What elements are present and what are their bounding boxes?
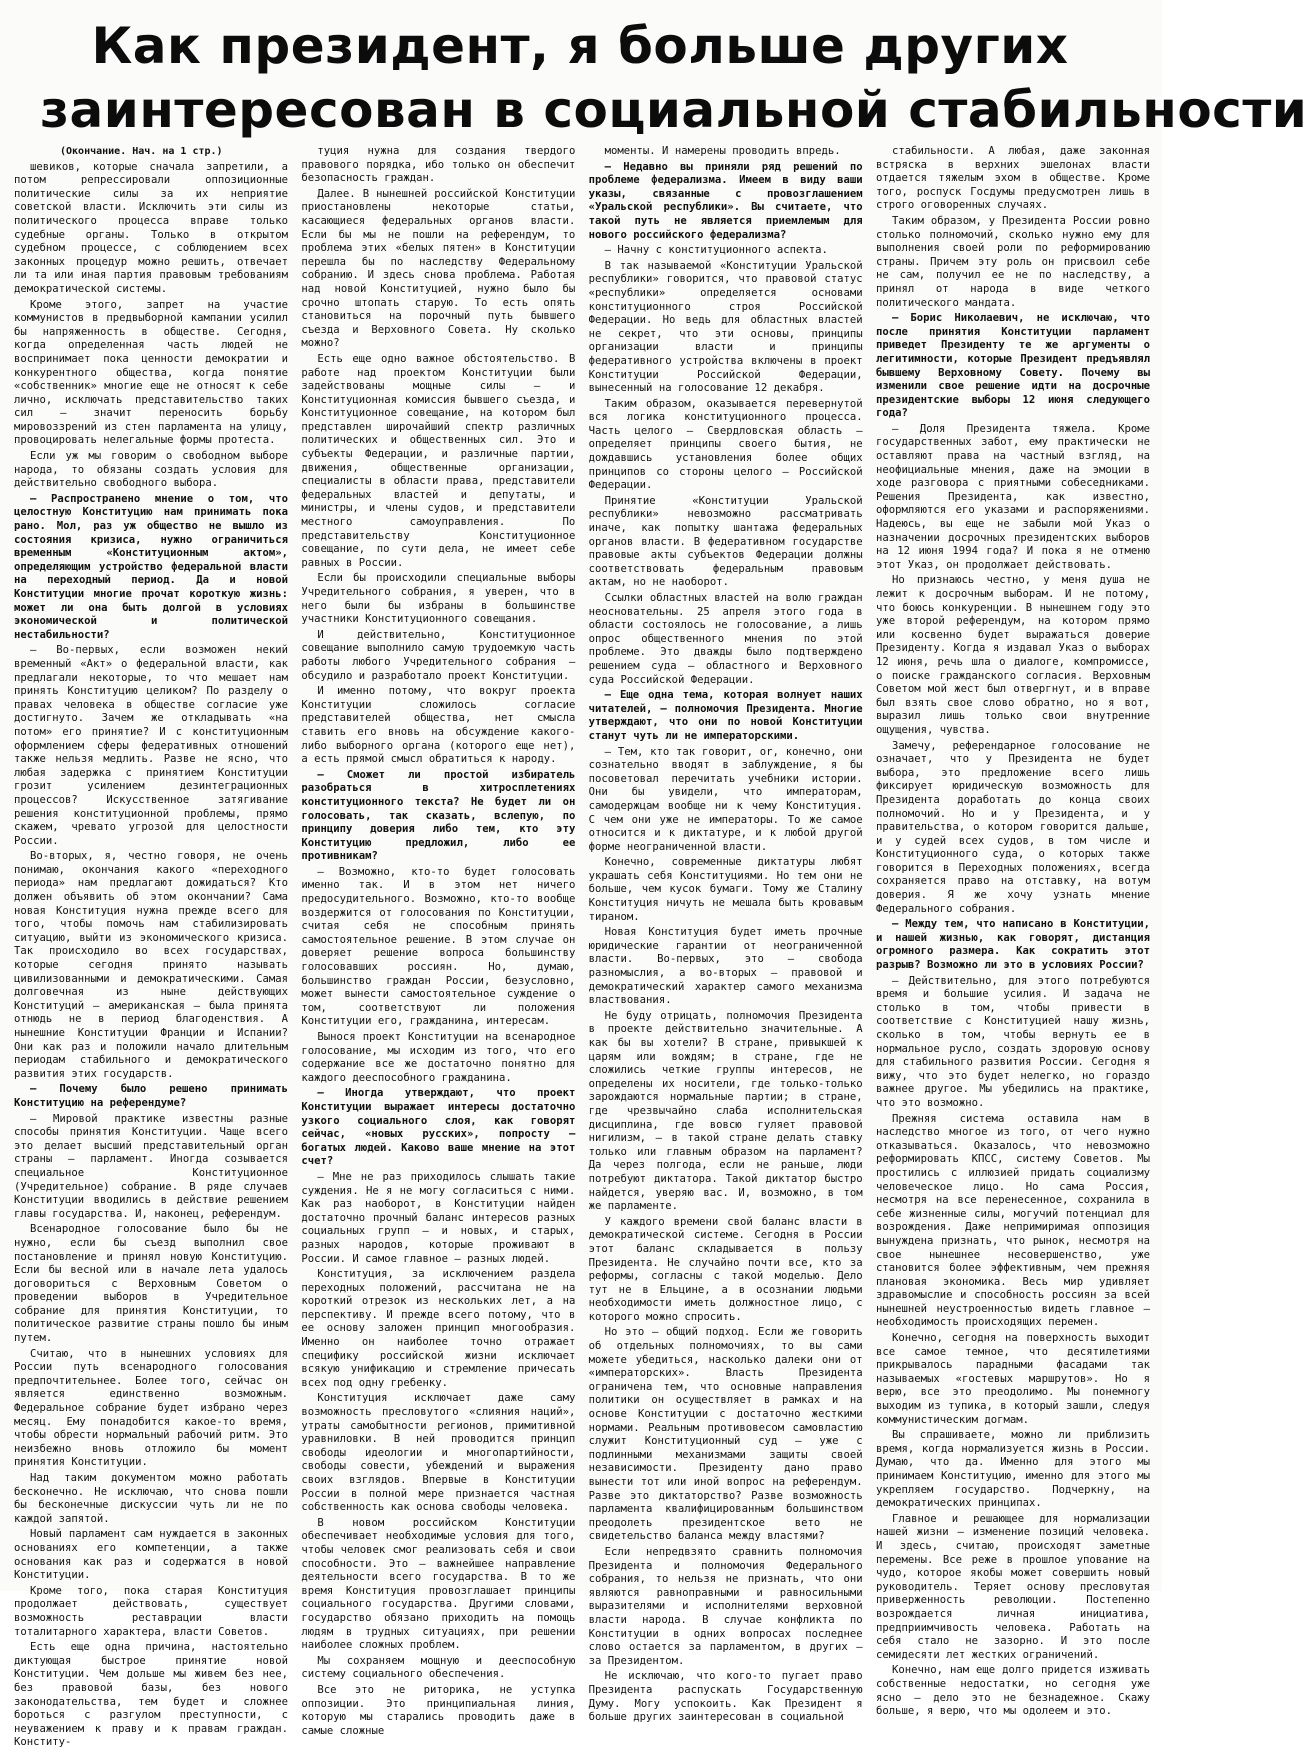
article-paragraph: Есть еще одна причина, настоятельно диктующая быстрое принятие новой Конституции. Чем дольше мы живем без нее, без правовой базы, без нового законодательства, тем будет и сложнее бороться с разгулом преступности, с неуважением к праву и к правам граждан. Конститу- [14, 1641, 288, 1749]
article-paragraph: И действительно, Конституционное совещание выполнило самую трудоемкую часть работы любого Учредительного собрания — обсудило и разработало проект Конституции. [301, 628, 576, 682]
article-paragraph: Над таким документом можно работать бесконечно. Не исключаю, что снова пошли бы бесконечные дискуссии чуть ли не по каждой запятой. [14, 1472, 288, 1525]
article-paragraph: Конечно, современные диктатуры любят украшать себя Конституциями. Но тем они не больше, чем кусок бумаги. Тому же Сталину Конституция ничуть не мешала быть кровавым тираном. [588, 856, 863, 923]
article-paragraph: — Возможно, кто-то будет голосовать именно так. И в этом нет ничего предосудительного. Возможно, кто-то вообще воздержится от голосования по Конституции, считая себя не способным принять самостоятельное решение. В этом случае он доверяет решение вопроса большинству голосовавших россиян. Но, думаю, большинство граждан России, безусловно, может вынести самостоятельное суждение о том, соответствуют ли положения Конституции его, гражданина, интересам. [301, 865, 576, 1028]
article-paragraph: Главное и решающее для нормализации нашей жизни — изменение позиций человека. И здесь, считаю, происходят заметные перемены. Все реже в прошлое упование на чудо, которое якобы может совершить новый руководитель. Теряет основу пресловутая приверженность революции. Постепенно возрождается личная инициатива, предприимчивость человека. Работать на себя стало не зазорно. И это после семидесяти лет жестких ограничений. [875, 1512, 1150, 1661]
interview-question: — Еще одна тема, которая волнует наших читателей, — полномочия Президента. Многие утверждают, что они по новой Конституции станут чуть ли не императорскими. [588, 689, 863, 742]
article-paragraph: Конституция исключает даже саму возможность пресловутого «слияния наций», утраты самобытности регионов, примитивной уравниловки. В ней проводится принцип свободы идеологии и многопартийности, свободы совести, убеждений и выражения своих взглядов. Впервые в Конституции России в полной мере признается частная собственность как основа свободы человека. [301, 1392, 576, 1514]
article-paragraph: Всенародное голосование было бы не нужно, если бы съезд выполнил свое постановление и принял новую Конституцию. Если бы весной или в начале лета удалось договориться с Верховным Советом о проведении выборов в Учредительное собрание для принятия Конституции, то политическое развитие страны пошло бы иным путем. [14, 1223, 288, 1345]
article-paragraph: В новом российском Конституции обеспечивает необходимые условия для того, чтобы человек смог реализовать себя и свои способности. Это — важнейшее направление деятельности всего государства. В то же время Конституция провозглашает принципы социального государства. Другими словами, государство обязано приходить на помощь людям в трудных ситуациях, при решении наиболее сложных проблем. [301, 1516, 576, 1652]
article-paragraph: Новый парламент сам нуждается в законных основаниях его компетенции, а также основания как раз и содержатся в новой Конституции. [14, 1528, 288, 1582]
article-paragraph: Новая Конституция будет иметь прочные юридические гарантии от неограниченной власти. Во-первых, это — свобода разномыслия, а во-вторых — правовой и демократический характер самого механизма властвования. [588, 926, 863, 1007]
interview-question: — Распространено мнение о том, что целостную Конституцию нам принимать пока рано. Мол, раз уж общество не вышло из состояния кризиса, нужно ограничиться временным «Конституционным актом», определяющим устройство федеральной власти на переходный период. Да и новой Конституции многие прочат короткую жизнь: может ли она быть долгой в условиях экономической и политической нестабильности? [14, 492, 288, 641]
article-headline [40, 14, 1307, 142]
article-paragraph: Вынося проект Конституции на всенародное голосование, мы исходим из того, что его содержание все же достаточно понятно для каждого дееспособного гражданина. [301, 1031, 576, 1084]
article-columns [14, 145, 1150, 1749]
text-column-1 [14, 145, 288, 1749]
article-paragraph: — Во-первых, если возможен некий временный «Акт» о федеральной власти, как предлагали некоторые, то что мешает нам принять Конституцию целиком? По разделу о правах человека в обществе согласие уже достигнуто. Зачем же откладывать «на потом» его принятие? И с конституционным оформлением сферы федеративных отношений также нельзя медлить. Разве не ясно, что любая задержка с принятием Конституции грозит усилением дезинтеграционных процессов? Искусственное затягивание решения конституционной проблемы, прямо скажем, чревато угрозой для целостности России. [14, 644, 288, 847]
article-paragraph: Если уж мы говорим о свободном выборе народа, то обязаны создать условия для действительно свободного выбора. [14, 450, 288, 490]
article-paragraph: У каждого времени свой баланс власти в демократической системе. Сегодня в России этот баланс складывается в пользу Президента. Не случайно почти все, кто за реформы, согласны с такой моделью. Дело тут не в Ельцине, а в осознании людьми необходимости иметь должностное лицо, с которого можно спросить. [588, 1215, 863, 1323]
article-paragraph: Замечу, референдарное голосование не означает, что у Президента не будет выбора, это предложение всего лишь фиксирует юридическую возможность для Президента доработать до конца своих полномочий. Но и у Президента, и у правительства, о котором говорится дальше, и у судей всех судов, в том числе и Конституционного суда, о которых также говорится в Переходных положениях, всегда сохраняется право на отставку, на вотум доверия. Я же хочу узнать мнение Федерального собрания. [875, 739, 1150, 915]
article-paragraph: — Мировой практике известны разные способы принятия Конституции. Чаще всего это делает высший представительный орган страны — парламент. Иногда созывается специальное Конституционное (Учредительное) собрание. В ряде случаев Конституции вводились в действие решением главы государства. И, наконец, референдум. [14, 1112, 288, 1220]
interview-question: — Недавно вы приняли ряд решений по проблеме федерализма. Имеем в виду ваши указы, связанные с провозглашением «Уральской республики». Вы считаете, что такой путь не является приемлемым для нового российского федерализма? [588, 160, 863, 241]
article-paragraph: Если бы происходили специальные выборы Учредительного собрания, я уверен, что в него были бы избраны в большинстве участники Конституционного совещания. [301, 572, 576, 626]
interview-question: — Почему было решено принимать Конституцию на референдуме? [14, 1083, 288, 1109]
article-paragraph: Но признаюсь честно, у меня душа не лежит к досрочным выборам. И не потому, что боюсь конкуренции. В нынешнем году это уже второй референдум, на котором прямо или косвенно будет выражаться доверие Президенту. Когда я издавал Указ о выборах 12 июня, речь шла о диалоге, компромиссе, о поиске гражданского согласия. Верховным Советом мой жест был отвергнут, и в вправе был взять свое слово обратно, но я вот, выразил лишь только свои внутренние ощущения, чувства. [875, 574, 1150, 736]
article-paragraph: Конституция, за исключением раздела переходных положений, рассчитана не на короткий отрезок из нескольких лет, а на перспективу. И прежде всего потому, что в ее основу заложен принцип многообразия. Именно он наиболее точно отражает специфику российской жизни исключает всякую унификацию и стремление причесать всех под одну гребенку. [301, 1268, 576, 1389]
article-paragraph: Кроме того, пока старая Конституция продолжает действовать, существует возможность реставрации власти тоталитарного характера, власти Советов. [14, 1584, 288, 1638]
article-paragraph: Но это — общий подход. Если же говорить об отдельных полномочиях, то вы сами можете убедиться, насколько далеки они от «императорских». Власть Президента ограничена тем, что основные направления политики он осуществляет в рамках и на основе Конституции с достаточно жесткими нормами. Реальным противовесом самовластию служит Конституционный суд — уже с подлинными механизмами защиты своей независимости. Президенту дано право вынести тот или иной вопрос на референдум. Разве это диктаторство? Разве возможность парламента квалифицированным большинством преодолеть президентское вето не свидетельство баланса между властями? [588, 1326, 863, 1543]
article-paragraph: Прежняя система оставила нам в наследство многое из того, от чего нужно отказываться. Оказалось, что невозможно реформировать КПСС, систему Советов. Мы простились с иллюзией придать социализму человеческое лицо. Но сама Россия, несмотря на все перенесенное, сохранила в себе жизненные силы, могучий потенциал для возрождения. Даже непримиримая оппозиция вынуждена признать, что рынок, несмотря на свое нынешнее несовершенство, уже становится более эффективным, чем прежняя плановая экономика. Весь мир удивляет здравомыслие и способность россиян за всей нынешней неустроенностью видеть главное — необходимость происходящих перемен. [875, 1112, 1150, 1329]
article-paragraph: Далее. В нынешней российской Конституции приостановлены некоторые статьи, касающиеся федеральных органов власти. Если бы мы не пошли на референдум, то проблема этих «белых пятен» в Конституции перешла бы по наследству Федеральному собранию. И здесь снова проблема. Работая над новой Конституцией, нужно было бы срочно штопать старую. То есть опять становиться на порочный путь бывшего съезда и Верховного Совета. Ну сколько можно? [301, 187, 576, 350]
interview-question: — Иногда утверждают, что проект Конституции выражает интересы достаточно узкого социального слоя, как говорят сейчас, «новых русских», попросту — богатых людей. Каково ваше мнение на этот счет? [301, 1087, 576, 1168]
article-paragraph: Если непредвзято сравнить полномочия Президента и полномочия Федерального собрания, то нельзя не признать, что они являются равноправными и равносильными выразителями и исполнителями верховной власти народа. В случае конфликта по Конституции в одних вопросах последнее слово остается за парламентом, в других — за Президентом. [588, 1545, 863, 1667]
article-paragraph: Мы сохраняем мощную и дееспособную систему социального обеспечения. [301, 1654, 576, 1681]
article-paragraph: — Тем, кто так говорит, or, конечно, они сознательно вводят в заблуждение, я бы посоветовал перечитать учебники истории. Они бы увидели, что императорам, самодержцам вообще ни к чему Конституция. С чем они уже не императоры. То же самое относится и к диктатуре, и к любой другой форме неограниченной власти. [588, 745, 863, 853]
article-paragraph: шевиков, которые сначала запретили, а потом репрессировали оппозиционные политические силы за их неприятие советской власти. Исключить эти силы из политического процесса вправе только судебные органы. Только в открытом судебном процессе, с соблюдением всех законных процедур можно решить, отвечает ли та или иная партия правовым требованиям демократической системы. [14, 160, 288, 295]
article-paragraph: Есть еще одно важное обстоятельство. В работе над проектом Конституции были задействованы мощные силы — и Конституционная комиссия бывшего съезда, и Конституционное совещание, на котором был представлен широчайший спектр различных политических и общественных сил. Это и субъекты Федерации, и различные партии, движения, общественные организации, специалисты в области права, представители федеральных властей и депутаты, и министры, и члены судов, и представители местного самоуправления. По представительству Конституционное совещание, по сути дела, не имеет себе равных в России. [301, 352, 576, 569]
article-paragraph: Кроме этого, запрет на участие коммунистов в предвыборной кампании усилил бы напряженность в обществе. Сегодня, когда определенная часть людей не воспринимает пока ценности демократии и конкурентного общества, когда понятие «собственник» многие еще не относят к себе лично, исключать представительство таких сил — значит переносить борьбу мировоззрений из стен парламента на улицу, провоцировать нелегальные формы протеста. [14, 298, 288, 447]
interview-question: — Сможет ли простой избиратель разобраться в хитросплетениях конституционного текста? Не будет ли он голосовать, так сказать, вслепую, по принципу доверия либо тем, кто эту Конституцию предложил, либо ее противникам? [301, 768, 576, 863]
interview-question: — Между тем, что написано в Конституции, и нашей жизнью, как говорят, дистанция огромного размера. Как сократить этот разрыв? Возможно ли это в условиях России? [875, 918, 1150, 972]
article-paragraph: Во-вторых, я, честно говоря, не очень понимаю, окончания какого «переходного периода» нам предлагают дожидаться? Кто должен объявить об этом окончании? Сама новая Конституция нужна прежде всего для того, чтобы помочь нам стабилизировать ситуацию, выйти из экономического кризиса. Так происходило во всех государствах, которые сегодня принято называть цивилизованными и демократическими. Самая долговечная из ныне действующих Конституций — американская — была принята отнюдь не в период благоденствия. А нынешние Конституции Франции и Испании? Они как раз и положили начало длительным периодам стабильного и демократического развития этих государств. [14, 850, 288, 1080]
article-paragraph: Конечно, сегодня на поверхность выходит все самое темное, что десятилетиями прикрывалось парадными фасадами так называемых «гостевых маршрутов». Но я верю, все это преодолимо. Мы понемногу выходим из тупика, в который зашли, следуя коммунистическим догмам. [875, 1332, 1150, 1426]
article-paragraph: туция нужна для создания твердого правового порядка, ибо только он обеспечит безопасность граждан. [301, 145, 576, 185]
text-column-3 [588, 145, 863, 1724]
headline-line-1: Как президент, я больше других [91, 17, 1069, 75]
article-paragraph: Все это не риторика, не уступка оппозиции. Это принципиальная линия, которую мы старались проводить даже в самые сложные [301, 1683, 576, 1737]
text-column-2 [301, 145, 576, 1737]
article-paragraph: Таким образом, оказывается перевернутой вся логика конституционного процесса. Часть целого — Свердловская область — определяет принципы своего бытия, не дождавшись установления более общих принципов со стороны целого — Российской Федерации. [588, 397, 863, 492]
article-paragraph: — Доля Президента тяжела. Кроме государственных забот, ему практически не оставляют права на частный взгляд, на неофициальные мнения, даже на эмоции в ходе разговора с приятными собеседниками. Решения Президента, как известно, оформляются его указами и распоряжениями. Надеюсь, вы еще не забыли мой Указ о назначении досрочных президентских выборов на 12 июня 1994 года? И пока я не отменю этот Указ, он продолжает действовать. [875, 422, 1150, 571]
article-paragraph: И именно потому, что вокруг проекта Конституции сложилось согласие представителей общества, нет смысла ставить его вновь на обсуждение какого-либо выборного органа (которого еще нет), а есть прямой смысл обратиться к народу. [301, 685, 576, 766]
article-paragraph: Конечно, нам еще долго придется изживать собственные недостатки, но сегодня уже ясно — дело это не безнадежное. Скажу больше, я верю, что мы одолеем и это. [875, 1664, 1150, 1718]
article-paragraph: стабильности. А любая, даже законная встряска в верхних эшелонах власти отдается тяжелым эхом в обществе. Кроме того, роспуск Госдумы предусмотрен лишь в строго оговоренных случаях. [875, 145, 1150, 212]
article-paragraph: Принятие «Конституции Уральской республики» невозможно рассматривать иначе, как попытку шантажа федеральных органов власти. В федеративном государстве правовые акты субъектов Федерации должны соответствовать федеральным правовым актам, но не наоборот. [588, 494, 863, 589]
text-column-4 [875, 145, 1150, 1718]
article-paragraph: — Начну с конституционного аспекта. [604, 244, 828, 257]
article-paragraph: — Действительно, для этого потребуются время и большие усилия. И задача не столько в том, чтобы привести в соответствие с Конституцией нашу жизнь, сколько в том, чтобы вернуть ее в нормальное русло, создать здоровую основу для стабильного развития России. Сегодня я вижу, что это будет нелегко, но гораздо важнее другое. Мы убедились на практике, что это возможно. [875, 974, 1150, 1109]
article-paragraph: Не буду отрицать, полномочия Президента в проекте действительно значительные. А как бы вы хотели? В стране, привыкшей к царям или вождям; в стране, где не сложились четкие группы интересов, не определены их носители, где только-только зарождаются нормальные партии; в стране, где чрезвычайно слаба исполнительская дисциплина, где вовсю гуляет правовой нигилизм, — в такой стране делать ставку только или главным образом на парламент? Да через полгода, если не раньше, люди потребуют диктатора. Такой диктатор быстро найдется, уверяю вас. И, возможно, в том же парламенте. [588, 1009, 863, 1213]
article-paragraph: Не исключаю, что кого-то пугает право Президента распускать Государственную Думу. Могу успокоить. Как Президент я больше других заинтересован в социальной [588, 1670, 863, 1724]
interview-question: — Борис Николаевич, не исключаю, что после принятия Конституции парламент приведет Президенту те же аргументы о легитимности, которые Президент предъявлял бывшему Верховному Совету. Почему вы изменили свое решение идти на досрочные президентские выборы 12 июня следующего года? [875, 312, 1150, 420]
continuation-note: (Окончание. Нач. на 1 стр.) [60, 146, 223, 157]
headline-line-2: заинтересован в социальной стабильности [40, 81, 1307, 139]
article-paragraph: Ссылки областных властей на волю граждан неосновательны. 25 апреля этого года в области состоялось не голосование, а лишь опрос общественного мнения по этой проблеме. Это дважды было подтверждено решением суда — областного и Верховного суда Российской Федерации. [588, 592, 863, 686]
article-paragraph: — Мне не раз приходилось слышать такие суждения. Не я не могу согласиться с ними. Как раз наоборот, в Конституции найден достаточно прочный баланс интересов разных социальных групп — и новых, и старых, разных народов, которые проживают в России. И самое главное — разных людей. [301, 1170, 576, 1265]
article-paragraph: Считаю, что в нынешних условиях для России путь всенародного голосования предпочтительнее. Более того, сейчас он является единственно возможным. Федеральное собрание будет избрано через месяц. Ему понадобится какое-то время, чтобы обрести нормальный рабочий ритм. Это неизбежно вновь отложило бы момент принятия Конституции. [14, 1347, 288, 1469]
article-paragraph: Таким образом, у Президента России ровно столько полномочий, сколько нужно ему для выполнения своей роли по реформированию страны. Причем эту роль он присвоил себе не сам, получил ее не по наследству, а принял от народа в виде четкого политического мандата. [875, 214, 1150, 309]
article-paragraph: В так называемой «Конституции Уральской республики» говорится, что правовой статус «республики» определяется основами конституционного строя Российской Федерации. Но ведь для областных властей не секрет, что эти основы, принципы организации власти и принципы федеративного устройства включены в проект Конституции Российской Федерации, вынесенный на голосование 12 декабря. [588, 259, 863, 395]
article-paragraph: Вы спрашиваете, можно ли приблизить время, когда нормализуется жизнь в России. Думаю, что да. Именно для этого мы принимаем Конституцию, именно для этого мы укрепляем государство. Подчеркну, на демократических принципах. [875, 1429, 1150, 1510]
article-paragraph: моменты. И намерены проводить впредь. [604, 145, 841, 157]
